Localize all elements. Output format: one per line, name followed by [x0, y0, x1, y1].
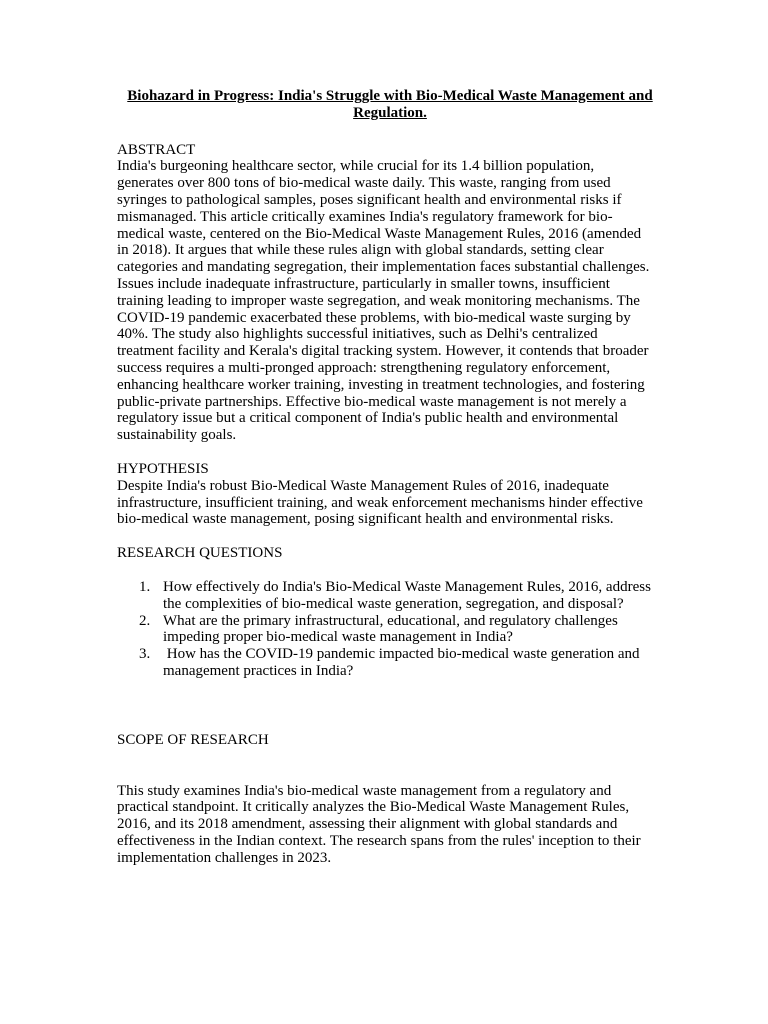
document-title: Biohazard in Progress: India's Struggle with Bio-Medical Waste Management and Regulation. — [127, 88, 653, 121]
document-page — [117, 88, 653, 866]
hypothesis-section — [117, 461, 653, 528]
scope-heading: SCOPE OF RESEARCH — [117, 731, 269, 748]
spacer — [117, 749, 653, 783]
spacer — [117, 562, 653, 579]
research-questions-heading: RESEARCH QUESTIONS — [117, 545, 283, 562]
research-questions-list — [117, 579, 653, 680]
list-item — [117, 579, 653, 613]
spacer — [117, 680, 653, 732]
spacer — [117, 444, 653, 461]
abstract-section — [117, 142, 653, 444]
list-item-number: 3. — [139, 646, 151, 663]
list-item-number: 2. — [139, 612, 151, 629]
list-item-text: How has the COVID-19 pandemic impacted bio-medical waste generation and management practices in India? — [163, 646, 644, 679]
list-item-text: How effectively do India's Bio-Medical Waste Management Rules, 2016, address the complexities of bio-medical waste generation, segregation, and disposal? — [163, 578, 651, 612]
spacer — [117, 528, 653, 545]
list-item — [117, 646, 653, 680]
abstract-heading: ABSTRACT — [117, 141, 196, 158]
scope-text: This study examines India's bio-medical waste management from a regulatory and practical standpoint. It critically analyzes the Bio-Medical Waste Management Rules, 2016, and its 2018 amendment, assessing their alignment with global standards and effectiveness in the Indian context. The research spans from the rules' inception to their implementation challenges in 2023. — [117, 782, 641, 866]
hypothesis-text: Despite India's robust Bio-Medical Waste Management Rules of 2016, inadequate infrastructure, insufficient training, and weak enforcement mechanisms hinder effective bio-medical waste management, posing significant health and environmental risks. — [117, 477, 643, 528]
scope-section — [117, 732, 653, 867]
list-item-text: What are the primary infrastructural, educational, and regulatory challenges impeding proper bio-medical waste management in India? — [163, 612, 618, 646]
abstract-text: India's burgeoning healthcare sector, while crucial for its 1.4 billion population, generates over 800 tons of bio-medical waste daily. This waste, ranging from used syringes to pathological samples, poses significant health and environmental risks if mismanaged. This article critically examines India's regulatory framework for bio-medical waste, centered on the Bio-Medical Waste Management Rules, 2016 (amended in 2018). It argues that while these rules align with global standards, setting clear categories and mandating segregation, their implementation faces substantial challenges. Issues include inadequate infrastructure, particularly in smaller towns, insufficient training leading to improper waste segregation, and weak monitoring mechanisms. The COVID-19 pandemic exacerbated these problems, with bio-medical waste surging by 40%. The study also highlights successful initiatives, such as Delhi's centralized treatment facility and Kerala's digital tracking system. However, it contends that broader success requires a multi-pronged approach: strengthening regulatory enforcement, enhancing healthcare worker training, investing in treatment technologies, and fostering public-private partnerships. Effective bio-medical waste management is not merely a regulatory issue but a critical component of India's public health and environmental sustainability goals. — [117, 158, 650, 444]
hypothesis-heading: HYPOTHESIS — [117, 460, 209, 477]
list-item — [117, 613, 653, 647]
list-item-number: 1. — [139, 578, 151, 595]
spacer — [117, 122, 653, 142]
research-questions-section — [117, 545, 653, 680]
